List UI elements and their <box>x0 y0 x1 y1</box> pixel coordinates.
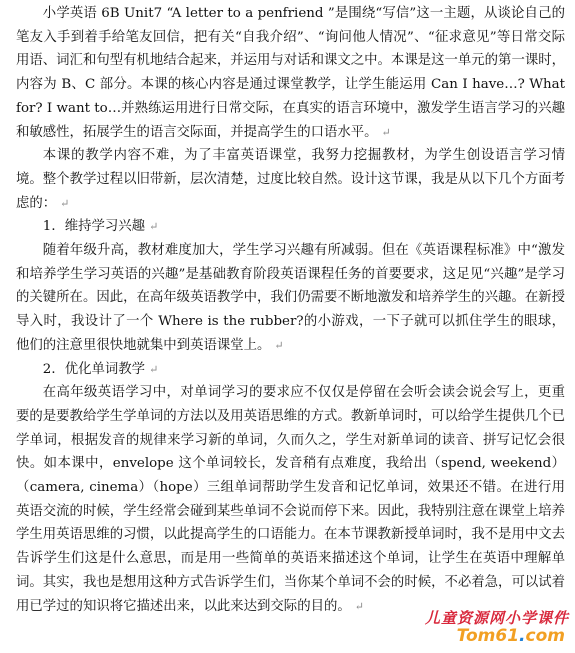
paragraph-mark-icon: ↵ <box>149 362 159 376</box>
watermark-domain-dot: . <box>519 626 526 646</box>
section-2-paragraph-text: 在高年级英语学习中，对单词学习的要求应不仅仅是停留在会听会读会说会写上，更重要的是要教给学生学单词的方法以及用英语思维的方式。教新单词时，可以给学生提供几个已学单词，根据发音的规律来学习新的单词，久而久之，学生对新单词的读音、拼写记忆会很快。如本课中，envelope 这个单词较长，发音稍有点难度，我给出（spend, weekend）（camera, cinema）（hope）三组单词帮助学生发音和记忆单词，效果还不错。在进行用英语交流的时候，学生经常会碰到某些单词不会说而停下来。因此，我特别注意在课堂上培养学生用英语思维的习惯，以此提高学生的口语能力。在本节课教新授单词时，我不是用中文去告诉学生们这是什么意思，而是用一些简单的英语来描述这个单词，让学生在英语中理解单词。其实，我也是想用这种方式告诉学生们，当你某个单词不会的时候，不必着急，可以试着用已学过的知识将它描述出来，以此来达到交际的目的。 <box>16 385 566 614</box>
overview-paragraph-text: 本课的教学内容不难，为了丰富英语课堂，我努力挖掘教材，为学生创设语言学习情境。整个教学过程以旧带新，层次清楚，过度比较自然。设计这节课，我是从以下几个方面考虑的： <box>16 148 566 211</box>
overview-paragraph <box>16 144 565 215</box>
section-1-paragraph-text: 随着年级升高，教材难度加大，学生学习兴趣有所减弱。但在《英语课程标准》中“激发和培养学生学习英语的兴趣”是基础教育阶段英语课程任务的首要要求，这足见“兴趣”是学习的关键所在。因此，在高年级英语教学中，我们仍需要不断地激发和培养学生的兴趣。在新授导入时，我设计了一个 Where is the rubber?的小游戏，一下子就可以抓住学生的眼球，他们的注意里很快地就集中到英语课堂上。 <box>16 243 566 353</box>
intro-paragraph-text: 小学英语 6B Unit7 “A letter to a penfriend ”是围绕“写信”这一主题，从谈论自己的笔友入手到着手给笔友回信，把有关“自我介绍”、“询问他人情况”、“征求意见”等日常交际用语、词汇和句型有机地结合起来，并运用与对话和课文之中。本课是这一单元的第一课时，内容为 B、C 部分。本课的核心内容是通过课堂教学，让学生能运用 Can I have…? What for? I want to…并熟练运用进行日常交际，在真实的语言环境中，激发学生语言学习的兴趣和敏感性，拓展学生的语言交际面，并提高学生的口语水平。 <box>16 6 566 140</box>
section-heading-1 <box>16 215 565 239</box>
section-2-paragraph <box>16 381 565 618</box>
intro-paragraph <box>16 2 565 144</box>
paragraph-mark-icon: ↵ <box>149 220 159 234</box>
section-heading-2-text: 2．优化单词教学 <box>42 361 146 377</box>
watermark-site-name: 儿童资源网小学课件 <box>424 609 569 627</box>
watermark-domain-tld: com <box>525 626 565 646</box>
section-1-paragraph <box>16 239 565 358</box>
section-heading-2 <box>16 358 565 382</box>
paragraph-mark-icon: ↵ <box>381 125 391 139</box>
section-heading-1-text: 1．维持学习兴趣 <box>42 219 146 235</box>
watermark-domain-name: Tom61 <box>456 626 520 646</box>
paragraph-mark-icon: ↵ <box>354 599 364 613</box>
paragraph-mark-icon: ↵ <box>274 338 284 352</box>
paragraph-mark-icon: ↵ <box>60 196 70 210</box>
